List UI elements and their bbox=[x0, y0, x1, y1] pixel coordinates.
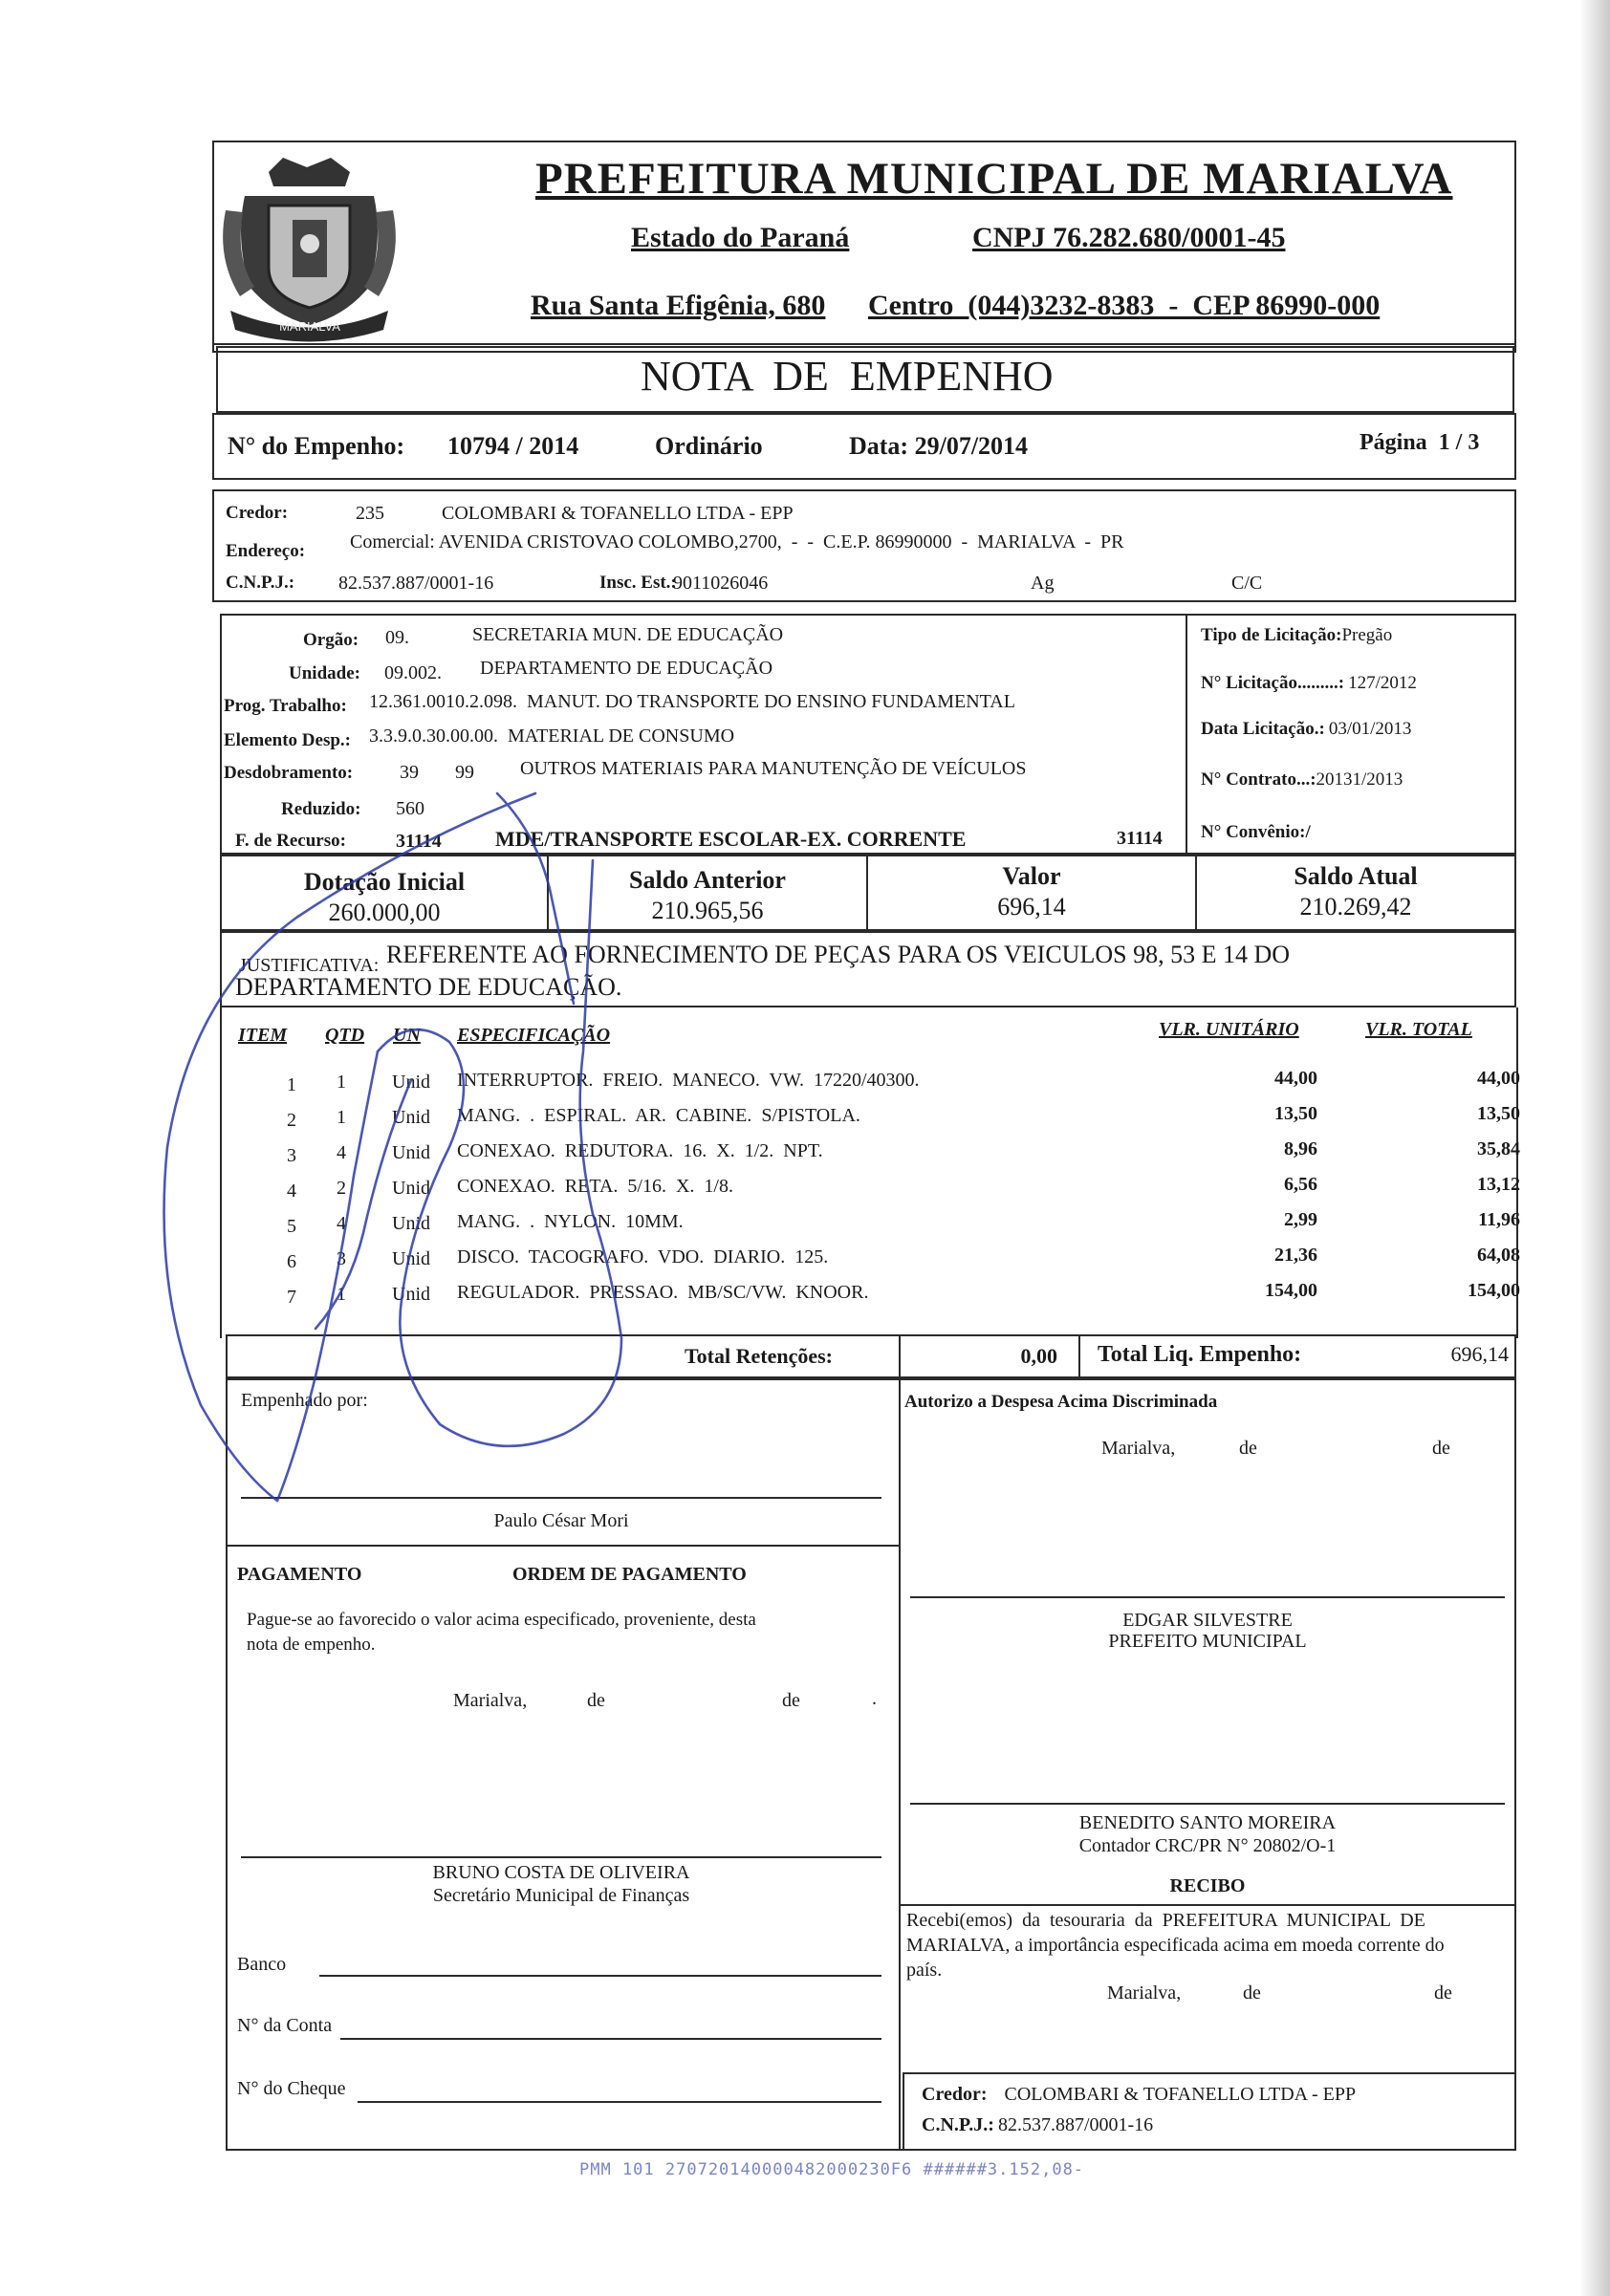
insc-label: Insc. Est.: bbox=[599, 573, 677, 593]
row-item: 5 bbox=[287, 1216, 296, 1237]
autorizo-label: Autorizo a Despesa Acima Discriminada bbox=[904, 1392, 1218, 1412]
row-unit: 21,36 bbox=[1274, 1245, 1317, 1266]
licitacao-data bbox=[1201, 719, 1411, 740]
row-desc: MANG. . ESPIRAL. AR. CABINE. S/PISTOLA. bbox=[457, 1105, 860, 1126]
pagamento-dot: . bbox=[872, 1688, 877, 1709]
valor-label: Valor bbox=[1002, 862, 1061, 890]
empenho-date: Data: 29/07/2014 bbox=[849, 432, 1029, 460]
row-desc: MANG. . NYLON. 10MM. bbox=[457, 1211, 684, 1232]
recurso-code: 31114 bbox=[396, 831, 442, 852]
recibo-line1: Recebi(emos) da tesouraria da PREFEITURA MUNICIPAL DE bbox=[906, 1910, 1425, 1931]
cheque-label: N° do Cheque bbox=[237, 2078, 346, 2099]
address-rest: Centro (044)3232-8383 - CEP 86990-000 bbox=[868, 290, 1381, 321]
row-qtd: 1 bbox=[337, 1107, 346, 1128]
recurso-name: MDE/TRANSPORTE ESCOLAR-EX. CORRENTE bbox=[495, 827, 967, 851]
row-qtd: 1 bbox=[337, 1284, 346, 1305]
licitacao-numero-label: N° Licitação.........: bbox=[1201, 673, 1345, 693]
licitacao-numero bbox=[1201, 673, 1417, 694]
insc-value: 9011026046 bbox=[673, 573, 769, 594]
elemento-label: Elemento Desp.: bbox=[224, 730, 351, 750]
row-unit: 44,00 bbox=[1274, 1068, 1317, 1089]
totals-divider-2 bbox=[1078, 1334, 1080, 1378]
accountant-signature-line bbox=[910, 1803, 1505, 1805]
credor-label: Credor: bbox=[226, 503, 289, 523]
justificativa-label: JUSTIFICATIVA: bbox=[239, 955, 380, 976]
prog-label: Prog. Trabalho: bbox=[224, 696, 347, 716]
pagamento-place: Marialva, bbox=[453, 1690, 528, 1711]
accountant-role: Contador CRC/PR N° 20802/O-1 bbox=[1078, 1835, 1337, 1856]
recurso-code2: 31114 bbox=[1117, 828, 1163, 849]
atual-value: 210.269,42 bbox=[1299, 893, 1412, 921]
licitacao-convenio: N° Convênio:/ bbox=[1201, 822, 1311, 842]
justificativa-line1: REFERENTE AO FORNECIMENTO DE PEÇAS PARA OS VEICULOS 98, 53 E 14 DO bbox=[386, 941, 1291, 968]
row-un: Unid bbox=[392, 1142, 430, 1163]
municipal-seal bbox=[216, 153, 402, 349]
pague-line2: nota de empenho. bbox=[247, 1635, 376, 1655]
licitacao-data-label: Data Licitação.: bbox=[1201, 719, 1325, 739]
conta-label: N° da Conta bbox=[237, 2015, 333, 2036]
items-header-un: UN bbox=[393, 1025, 421, 1046]
items-header-total: VLR. TOTAL bbox=[1365, 1019, 1472, 1040]
row-qtd: 2 bbox=[337, 1178, 346, 1199]
elemento-value: 3.3.9.0.30.00.00. MATERIAL DE CONSUMO bbox=[369, 726, 735, 747]
anterior-label: Saldo Anterior bbox=[629, 866, 786, 894]
licitacao-contrato bbox=[1201, 769, 1403, 791]
coat-of-arms-icon bbox=[216, 153, 402, 349]
page-number: Página 1 / 3 bbox=[1360, 430, 1480, 455]
seal-text: MARIALVA bbox=[279, 319, 340, 334]
row-un: Unid bbox=[392, 1107, 430, 1128]
row-desc: REGULADOR. PRESSAO. MB/SC/VW. KNOOR. bbox=[457, 1282, 869, 1303]
items-header-espec: ESPECIFICAÇÃO bbox=[457, 1025, 611, 1046]
row-total: 13,50 bbox=[1477, 1103, 1520, 1124]
row-qtd: 1 bbox=[337, 1072, 346, 1093]
recurso-label: F. de Recurso: bbox=[235, 831, 346, 851]
state-name: Estado do Paraná bbox=[631, 222, 850, 253]
row-qtd: 4 bbox=[337, 1142, 346, 1163]
licitacao-numero-value: 127/2012 bbox=[1348, 673, 1417, 693]
ordem-title: ORDEM DE PAGAMENTO bbox=[512, 1564, 747, 1585]
atual-label: Saldo Atual bbox=[1294, 862, 1418, 890]
recibo-credor-name: COLOMBARI & TOFANELLO LTDA - EPP bbox=[1004, 2084, 1357, 2105]
desdob-code: 39 bbox=[400, 762, 419, 783]
row-qtd: 4 bbox=[337, 1213, 346, 1234]
banco-label: Banco bbox=[237, 1954, 287, 1975]
row-un: Unid bbox=[392, 1213, 430, 1234]
pagamento-divider bbox=[226, 1545, 899, 1547]
row-unit: 8,96 bbox=[1284, 1138, 1317, 1159]
unidade-label: Unidade: bbox=[289, 663, 360, 683]
accountant-name: BENEDITO SANTO MOREIRA bbox=[1078, 1812, 1337, 1833]
recibo-de1: de bbox=[1243, 1982, 1261, 2004]
row-un: Unid bbox=[392, 1072, 430, 1093]
licitacao-tipo-label: Tipo de Licitação: bbox=[1201, 625, 1342, 645]
autorizo-place: Marialva, bbox=[1101, 1438, 1176, 1459]
row-total: 13,12 bbox=[1477, 1174, 1520, 1195]
row-total: 11,96 bbox=[1478, 1209, 1520, 1230]
cnpj-label: C.N.P.J.: bbox=[226, 573, 295, 593]
licitacao-data-value: 03/01/2013 bbox=[1328, 719, 1412, 739]
items-header-unit: VLR. UNITÁRIO bbox=[1159, 1019, 1299, 1040]
orgao-code: 09. bbox=[385, 627, 409, 648]
row-desc: DISCO. TACOGRAFO. VDO. DIARIO. 125. bbox=[457, 1246, 829, 1267]
recibo-de2: de bbox=[1434, 1982, 1452, 2004]
licitacao-tipo bbox=[1201, 625, 1392, 646]
conta-input-line[interactable] bbox=[340, 2038, 881, 2040]
credor-code: 235 bbox=[356, 503, 384, 524]
address-street: Rua Santa Efigênia, 680 bbox=[531, 290, 826, 321]
recibo-place: Marialva, bbox=[1107, 1982, 1182, 2004]
finance-role: Secretário Municipal de Finanças bbox=[432, 1885, 690, 1906]
unidade-code: 09.002. bbox=[384, 662, 442, 683]
reduzido-label: Reduzido: bbox=[281, 799, 361, 819]
row-un: Unid bbox=[392, 1248, 430, 1269]
row-item: 4 bbox=[287, 1180, 296, 1202]
items-header-item: ITEM bbox=[238, 1025, 288, 1046]
recibo-credor bbox=[922, 2084, 1356, 2106]
autorizo-de1: de bbox=[1239, 1438, 1257, 1459]
recibo-credor-label: Credor: bbox=[922, 2084, 988, 2105]
cheque-input-line[interactable] bbox=[358, 2101, 881, 2103]
page-edge-shadow bbox=[1579, 0, 1610, 2296]
row-total: 154,00 bbox=[1468, 1280, 1520, 1301]
pagamento-title: PAGAMENTO bbox=[237, 1564, 362, 1585]
empenho-type: Ordinário bbox=[655, 432, 763, 460]
unidade-name: DEPARTAMENTO DE EDUCAÇÃO bbox=[480, 658, 773, 679]
lower-divider bbox=[899, 1378, 901, 2151]
recibo-cnpj bbox=[922, 2114, 1153, 2136]
row-unit: 6,56 bbox=[1284, 1174, 1317, 1195]
row-qtd: 3 bbox=[337, 1248, 346, 1269]
row-unit: 2,99 bbox=[1284, 1209, 1317, 1230]
desdob-sub: 99 bbox=[455, 762, 474, 783]
desdob-name: OUTROS MATERIAIS PARA MANUTENÇÃO DE VEÍCULOS bbox=[520, 758, 1027, 779]
pague-line1: Pague-se ao favorecido o valor acima especificado, proveniente, desta bbox=[247, 1610, 756, 1630]
mayor-role: PREFEITO MUNICIPAL bbox=[1108, 1631, 1307, 1652]
row-desc: CONEXAO. RETA. 5/16. X. 1/8. bbox=[457, 1176, 733, 1197]
row-total: 35,84 bbox=[1477, 1138, 1520, 1159]
mayor-name: EDGAR SILVESTRE bbox=[1122, 1610, 1293, 1631]
reduzido-value: 560 bbox=[396, 798, 424, 819]
recibo-line3: país. bbox=[906, 1960, 943, 1981]
header-divider bbox=[212, 343, 1516, 345]
doc-title: NOTA DE EMPENHO bbox=[641, 353, 1054, 400]
row-unit: 13,50 bbox=[1274, 1103, 1317, 1124]
totals-box bbox=[226, 1334, 1516, 1378]
items-left-border bbox=[220, 1007, 222, 1338]
prog-value: 12.361.0010.2.098. MANUT. DO TRANSPORTE DO ENSINO FUNDAMENTAL bbox=[369, 691, 1015, 712]
recibo-cnpj-value: 82.537.887/0001-16 bbox=[997, 2114, 1154, 2135]
finance-signature-line bbox=[241, 1856, 881, 1858]
desdob-label: Desdobramento: bbox=[224, 763, 354, 783]
row-item: 2 bbox=[287, 1110, 296, 1131]
row-total: 64,08 bbox=[1477, 1245, 1520, 1266]
row-item: 6 bbox=[287, 1251, 296, 1272]
anterior-value: 210.965,56 bbox=[651, 897, 764, 924]
pagamento-de2: de bbox=[782, 1690, 800, 1711]
recibo-line2: MARIALVA, a importância especificada acima em moeda corrente do bbox=[906, 1935, 1445, 1956]
empenho-label: N° do Empenho: bbox=[228, 432, 405, 460]
row-item: 3 bbox=[287, 1145, 296, 1166]
orgao-label: Orgão: bbox=[303, 630, 359, 650]
retencoes-value: 0,00 bbox=[1020, 1344, 1057, 1368]
footer-code: PMM 101 270720140000482000230F6 ######3.152,08- bbox=[579, 2160, 1085, 2179]
liquido-label: Total Liq. Empenho: bbox=[1098, 1342, 1302, 1367]
recibo-cnpj-label: C.N.P.J.: bbox=[922, 2114, 994, 2135]
items-header-qtd: QTD bbox=[325, 1025, 365, 1046]
empenhado-label: Empenhado por: bbox=[241, 1390, 368, 1411]
banco-input-line[interactable] bbox=[319, 1975, 881, 1977]
endereco-value: Comercial: AVENIDA CRISTOVAO COLOMBO,2700, - - C.E.P. 86990000 - MARIALVA - PR bbox=[350, 531, 1124, 552]
empenho-number: 10794 / 2014 bbox=[447, 432, 579, 460]
recibo-title: RECIBO bbox=[1169, 1875, 1246, 1896]
row-desc: INTERRUPTOR. FREIO. MANECO. VW. 17220/40300. bbox=[457, 1070, 920, 1091]
finance-name: BRUNO COSTA DE OLIVEIRA bbox=[432, 1862, 690, 1883]
dotacao-value: 260.000,00 bbox=[328, 899, 441, 926]
prefeitura-title: PREFEITURA MUNICIPAL DE MARIALVA bbox=[535, 154, 1453, 204]
row-un: Unid bbox=[392, 1284, 430, 1305]
orgao-name: SECRETARIA MUN. DE EDUCAÇÃO bbox=[472, 624, 784, 645]
row-unit: 154,00 bbox=[1265, 1280, 1317, 1301]
empenhado-name: Paulo César Mori bbox=[493, 1510, 629, 1531]
pagamento-de1: de bbox=[587, 1690, 605, 1711]
mayor-signature-line bbox=[910, 1596, 1505, 1598]
cnpj-value: 82.537.887/0001-16 bbox=[338, 573, 494, 594]
retencoes-label: Total Retenções: bbox=[685, 1344, 833, 1368]
licitacao-tipo-value: Pregão bbox=[1341, 625, 1393, 645]
row-item: 7 bbox=[287, 1287, 296, 1308]
dotacao-label: Dotação Inicial bbox=[303, 868, 466, 896]
lower-box bbox=[226, 1378, 1516, 2151]
endereco-label: Endereço: bbox=[226, 541, 306, 561]
row-item: 1 bbox=[287, 1074, 296, 1095]
justificativa-line2: DEPARTAMENTO DE EDUCAÇÃO. bbox=[235, 973, 622, 1001]
licitacao-contrato-label: N° Contrato...: bbox=[1201, 769, 1316, 790]
empenhado-signature-line bbox=[241, 1497, 881, 1499]
valor-value: 696,14 bbox=[997, 893, 1066, 921]
licitacao-contrato-value: 20131/2013 bbox=[1316, 769, 1403, 790]
credor-name: COLOMBARI & TOFANELLO LTDA - EPP bbox=[442, 503, 794, 524]
cc-label: C/C bbox=[1231, 573, 1263, 594]
prefeitura-cnpj: CNPJ 76.282.680/0001-45 bbox=[972, 222, 1286, 253]
liquido-value: 696,14 bbox=[1450, 1342, 1509, 1366]
row-desc: CONEXAO. REDUTORA. 16. X. 1/2. NPT. bbox=[457, 1140, 823, 1161]
row-un: Unid bbox=[392, 1178, 430, 1199]
budget-divider bbox=[1186, 614, 1187, 855]
totals-divider-1 bbox=[899, 1334, 901, 1378]
row-total: 44,00 bbox=[1477, 1068, 1520, 1089]
autorizo-de2: de bbox=[1432, 1438, 1450, 1459]
ag-label: Ag bbox=[1031, 573, 1055, 594]
recibo-divider bbox=[899, 1904, 1516, 1906]
